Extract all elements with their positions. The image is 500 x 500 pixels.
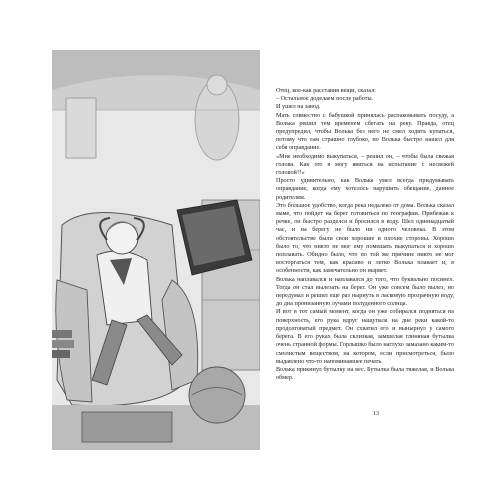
text-column bbox=[276, 87, 454, 382]
illustration-drawing bbox=[52, 50, 260, 450]
paragraph: – Остальное доделаем после работы. bbox=[276, 95, 374, 103]
paragraph: «Мне необходимо выкупаться, – решил он, – чтобы была свежая голова. Как это я могу явиться на испытание с несвежей головой?!» bbox=[276, 152, 454, 177]
paragraph: Просто удивительно, как Волька умел всегда придумывать оправдание, когда ему хотелось нарушить обещание, данное родителям. bbox=[276, 177, 454, 201]
paragraph: Это большое удобство, когда река недалеко от дома. Волька сказал маме, что пойдет на берег готовиться по географии. Прибежав к речке, он быстро разделся и бросился в воду. Шел одиннадцатый час, и на берегу не было ни одного человека. В этом обстоятельстве были свои хорошие и плохие стороны. Хорошо было то, что никто не мог ему помешать выкупаться и хорошо поплавать. Обидно было, что по той же причине никто не мог восторгаться тем, как красиво и легко Волька плавает и, в особенности, как замечательно он ныряет. bbox=[276, 201, 454, 275]
page-number: 13 bbox=[373, 411, 379, 417]
paragraph: Волька наплавался и наплавался до того, что буквально посинел. Тогда он стал вылезать на берег. Он уже совсем было вылез, но передумал и решил еще раз нырнуть в ласковую прозрачную воду, до дна пронизанную лучами полуденного солнца. bbox=[276, 275, 454, 308]
illustration-boy-in-armchair bbox=[52, 50, 260, 450]
paragraph: Волька прикинул бутылку на вес. Бутылка была тяжелая, и Волька обмер. bbox=[276, 365, 454, 382]
paragraph: Мать совместно с бабушкой принялась распаковывать посуду, а Волька решил тем временем сбегать на реку. Правда, отец предупредил, чтобы Волька без него не смел ходить купаться, потому что там страшно глубоко, но Волька быстро нашел для себя оправдание. bbox=[276, 111, 454, 152]
paragraph: И вот в тот самый момент, когда он уже собирался подняться на поверхность, его рука вдруг нащупала на дне реки какой-то продолговатый предмет. Он схватил его и вынырнул у самого берега. В его руках была склизкая, замшелая глиняная бутылка очень странной формы. Горлышко было наглухо замазано каким-то смолистым веществом, на котором, если присмотреться, было выдавлено что-то напоминавшее печать. bbox=[276, 308, 454, 365]
paragraph: Отец, кое-как расставив вещи, сказал: bbox=[276, 87, 377, 94]
paragraph: И ушел на завод. bbox=[276, 103, 321, 111]
